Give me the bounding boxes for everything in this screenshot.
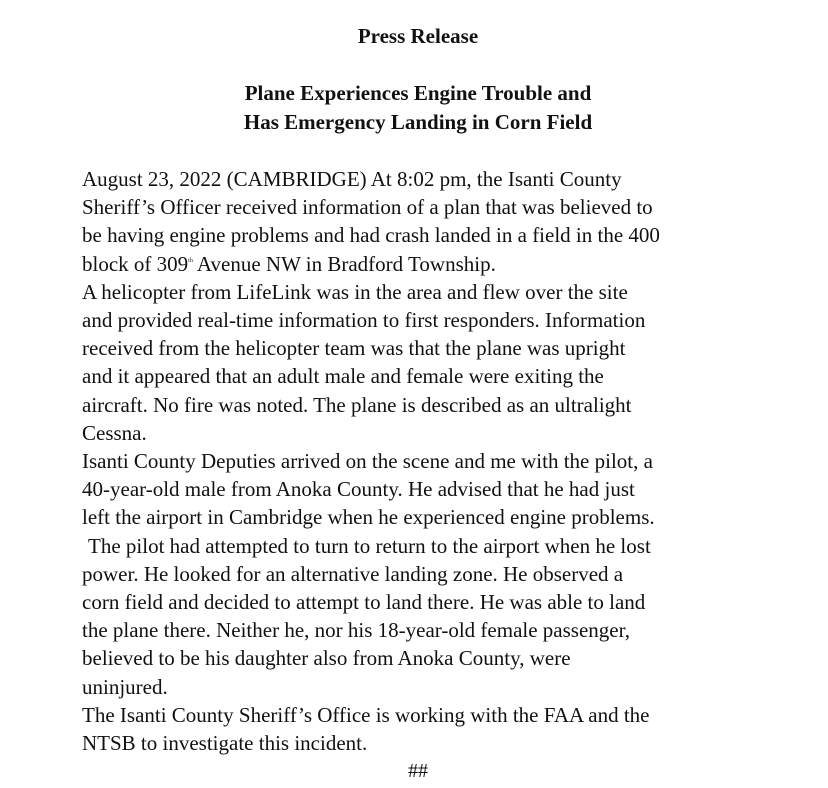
text-line: NTSB to investigate this incident. [82,731,368,756]
text-fragment: block of 309 [82,251,189,276]
text-line: left the airport in Cambridge when he experienced engine problems. [82,505,655,530]
text-line: The pilot had attempted to turn to return to the airport when he lost [88,533,651,558]
headline [0,79,828,137]
text-line: Cessna. [82,420,147,445]
text-line: corn field and decided to attempt to land there. He was able to land [82,590,646,615]
text-line: received from the helicopter team was that the plane was upright [82,336,626,361]
press-release-label: Press Release [357,24,479,48]
paragraph-investigation [82,701,782,757]
headline-line: Has Emergency Landing in Corn Field [243,110,593,134]
text-line: power. He looked for an alternative landing zone. He observed a [82,561,624,586]
text-line: be having engine problems and had crash landed in a field in the 400 [82,223,660,248]
text-line: A helicopter from LifeLink was in the area and flew over the site [82,279,628,304]
text-line: 40-year-old male from Anoka County. He advised that he had just [82,477,635,502]
headline-line: Plane Experiences Engine Trouble and [244,81,592,105]
ordinal-suffix: th [188,257,193,264]
text-line: The Isanti County Sheriff’s Office is working with the FAA and the [82,702,650,727]
text-line: the plane there. Neither he, nor his 18-year-old female passenger, [82,618,631,643]
text-line: August 23, 2022 (CAMBRIDGE) At 8:02 pm, the Isanti County [82,167,622,191]
text-line: Sheriff’s Officer received information of a plan that was believed to [82,195,653,220]
text-line: Isanti County Deputies arrived on the scene and me with the pilot, a [82,449,653,474]
text-line [82,250,782,278]
text-line: and it appeared that an adult male and female were exiting the [82,364,604,389]
paragraph-incident-report [82,165,782,278]
text-line: uninjured. [82,674,168,699]
text-line: believed to be his daughter also from Anoka County, were [82,646,571,671]
release-body [82,165,782,757]
text-line: and provided real-time information to first responders. Information [82,308,646,333]
paragraph-deputies-report [82,447,782,701]
text-line: aircraft. No fire was noted. The plane is described as an ultralight [82,392,632,417]
end-mark: ## [408,760,428,782]
text-fragment: Avenue NW in Bradford Township. [192,251,496,276]
paragraph-helicopter-report [82,278,782,447]
